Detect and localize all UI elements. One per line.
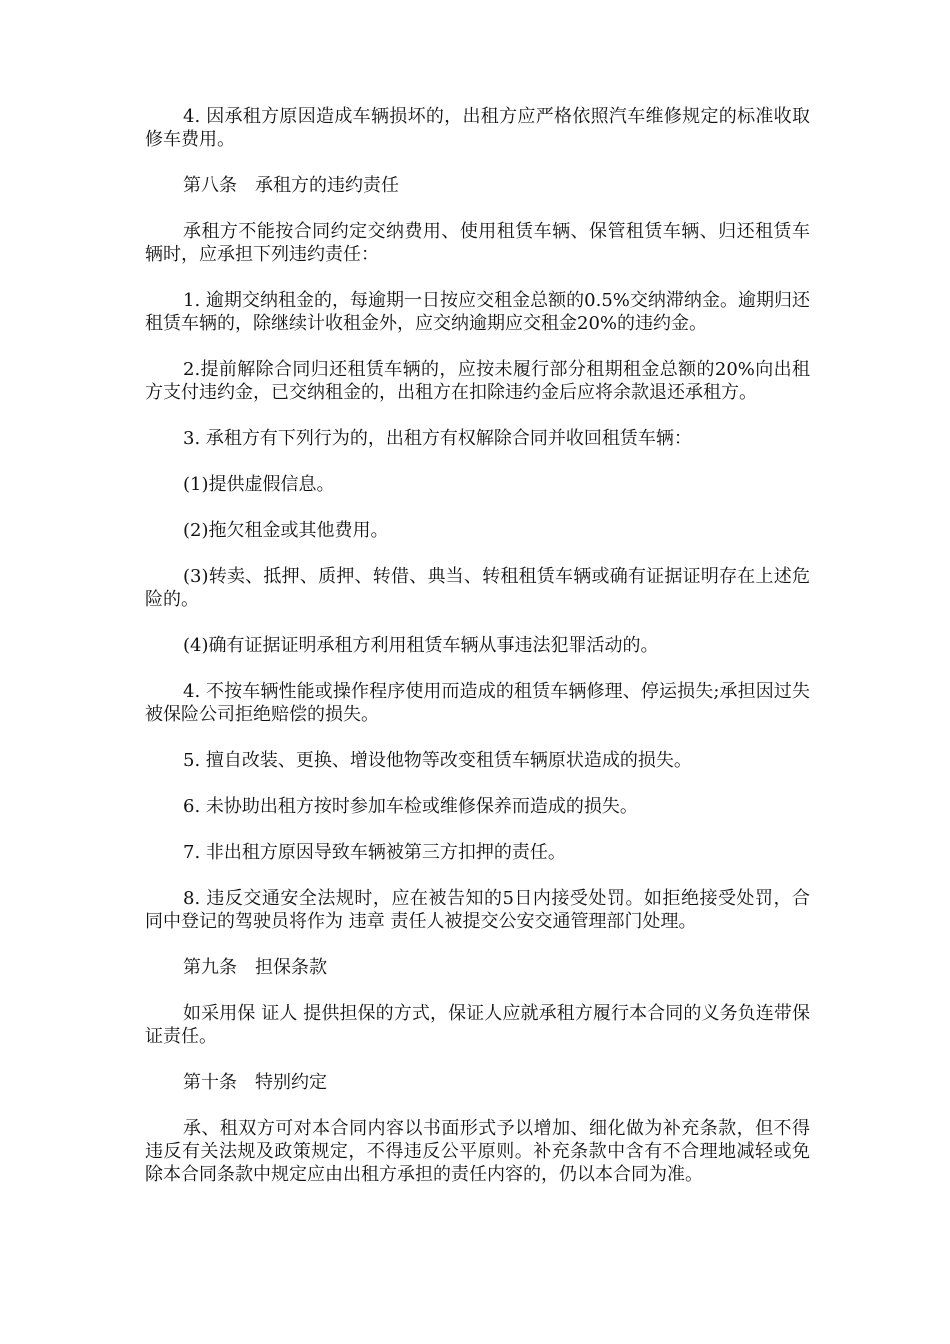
article-8-heading: 第八条 承租方的违约责任 <box>183 175 399 196</box>
article-8-item-5: 5. 擅自改装、更换、增设他物等改变租赁车辆原状造成的损失。 <box>183 750 692 771</box>
article-8-item-1: 1. 逾期交纳租金的，每逾期一日按应交租金总额的0.5%交纳滞纳金。逾期归还租赁车辆的，除继续计收租金外，应交纳逾期应交租金20%的违约金。 <box>145 290 810 334</box>
article-8-item-3-sub-2: (2)拖欠租金或其他费用。 <box>183 520 389 541</box>
article-8-item-2: 2.提前解除合同归还租赁车辆的，应按未履行部分租期租金总额的20%向出租方支付违约金，已交纳租金的，出租方在扣除违约金后应将余款退还承租方。 <box>145 359 810 403</box>
article-10-heading: 第十条 特别约定 <box>183 1072 327 1093</box>
article-8-item-3-sub-4: (4)确有证据证明承租方利用租赁车辆从事违法犯罪活动的。 <box>183 635 659 656</box>
article-8-intro: 承租方不能按合同约定交纳费用、使用租赁车辆、保管租赁车辆、归还租赁车辆时，应承担下列违约责任： <box>145 221 810 265</box>
article-8-item-8: 8. 违反交通安全法规时，应在被告知的5日内接受处罚。如拒绝接受处罚，合同中登记的驾驶员将作为 违章 责任人被提交公安交通管理部门处理。 <box>145 888 810 932</box>
article-9-heading: 第九条 担保条款 <box>183 957 327 978</box>
article-10-body: 承、租双方可对本合同内容以书面形式予以增加、细化做为补充条款，但不得违反有关法规及政策规定，不得违反公平原则。补充条款中含有不合理地减轻或免除本合同条款中规定应由出租方承担的责任内容的，仍以本合同为准。 <box>145 1118 810 1185</box>
document-page <box>145 105 810 1209</box>
article-8-item-4: 4. 不按车辆性能或操作程序使用而造成的租赁车辆修理、停运损失;承担因过失被保险公司拒绝赔偿的损失。 <box>145 681 810 725</box>
article-8-item-3: 3. 承租方有下列行为的，出租方有权解除合同并收回租赁车辆： <box>183 428 692 449</box>
article-8-item-3-sub-1: (1)提供虚假信息。 <box>183 474 335 495</box>
clause-7-item-4: 4. 因承租方原因造成车辆损坏的，出租方应严格依照汽车维修规定的标准收取修车费用。 <box>145 106 810 150</box>
article-8-item-7: 7. 非出租方原因导致车辆被第三方扣押的责任。 <box>183 842 566 863</box>
article-8-item-6: 6. 未协助出租方按时参加车检或维修保养而造成的损失。 <box>183 796 638 817</box>
article-8-item-3-sub-3: (3)转卖、抵押、质押、转借、典当、转租租赁车辆或确有证据证明存在上述危险的。 <box>145 566 810 610</box>
article-9-body: 如采用保 证人 提供担保的方式，保证人应就承租方履行本合同的义务负连带保证责任。 <box>145 1003 810 1047</box>
